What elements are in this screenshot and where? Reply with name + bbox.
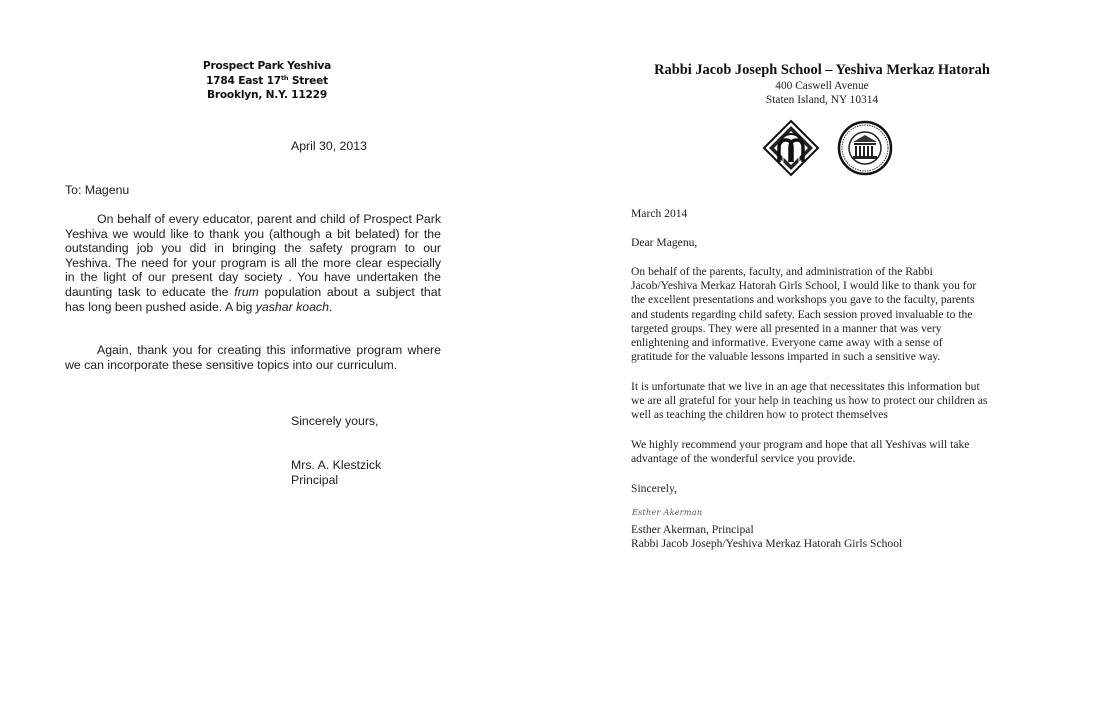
paragraph-line: Again, thank you for creating this informative program where [97, 343, 441, 357]
closing: Sincerely, [631, 482, 677, 495]
paragraph-line: we can incorporate these sensitive topics into our curriculum. [65, 357, 398, 372]
paragraph-line: On behalf of every educator, parent and child of Prospect Park [97, 212, 441, 226]
signer-block [291, 458, 381, 487]
school-address-city: Staten Island, NY 10314 [765, 94, 879, 106]
body-paragraph [65, 212, 441, 314]
body-paragraph [631, 265, 1021, 364]
paragraph-line: advantage of the wonderful service you provide. [631, 452, 856, 466]
paragraph-line: Yeshiva. The need for your program is all the more clear especially [65, 255, 441, 270]
paragraph-line: we are all grateful for your help in teaching us how to protect our children as [631, 394, 988, 408]
signer-name: Mrs. A. Klestzick [291, 458, 382, 472]
paragraph-line: has long been pushed aside. A big yashar koach. [65, 299, 333, 314]
paragraph-line: Yeshiva we would like to thank you (although a bit belated) for the [65, 226, 441, 241]
school-name: Rabbi Jacob Joseph School – Yeshiva Merkaz Hatorah [654, 62, 990, 78]
handwritten-signature: Esther Akerman [632, 508, 703, 517]
school-address-city: Brooklyn, N.Y. 11229 [206, 89, 328, 101]
paragraph-line: the excellent presentations and workshops you gave to the faculty, parents [631, 293, 975, 307]
school-name: Prospect Park Yeshiva [202, 60, 332, 72]
paragraph-line: in the light of our present day society . You have undertaken the [65, 270, 441, 285]
body-paragraph [631, 380, 1021, 423]
recipient: To: Magenu [65, 183, 130, 197]
paragraph-line: targeted groups. They were all presented in a manner that was very [631, 321, 942, 335]
paragraph-line: outstanding job you did in bringing the safety program to our [65, 241, 441, 256]
paragraph-line: We highly recommend your program and hope that all Yeshivas will take [631, 438, 970, 451]
letter-date: April 30, 2013 [291, 139, 367, 153]
signer-title: Principal [291, 472, 339, 487]
salutation: Dear Magenu, [631, 236, 698, 249]
signer-block [631, 523, 1021, 551]
paragraph-line: enlightening and informative. Everyone came away with a sense of [631, 336, 943, 350]
letterhead [650, 62, 994, 107]
circular-seal-icon [837, 120, 893, 176]
letter-date: March 2014 [631, 207, 688, 220]
body-paragraph [65, 343, 441, 372]
signer-name-title: Esther Akerman, Principal [631, 523, 754, 536]
paragraph-line: and students regarding child safety. Each session proved invaluable to the [631, 307, 973, 321]
body-paragraph [631, 438, 1021, 466]
paragraph-line: On behalf of the parents, faculty, and administration of the Rabbi [631, 265, 933, 278]
paragraph-line: gratitude for the valuable lessons imparted in such a sensitive way. [631, 350, 941, 364]
signer-school: Rabbi Jacob Joseph/Yeshiva Merkaz Hatorah Girls School [631, 537, 903, 551]
school-address-street: 400 Caswell Avenue [775, 80, 869, 92]
paragraph-line: It is unfortunate that we live in an age that necessitates this information but [631, 380, 980, 393]
rabbi-jacob-joseph-letter [560, 0, 1100, 702]
paragraph-line: daunting task to educate the frum population about a subject that [65, 284, 441, 299]
school-logos [761, 118, 901, 178]
closing: Sincerely yours, [291, 414, 379, 428]
paragraph-line: well as teaching the children how to protect themselves [631, 408, 888, 422]
letterhead [150, 59, 384, 103]
prospect-park-letter [0, 0, 520, 702]
paragraph-line: Jacob/Yeshiva Merkaz Hatorah Girls School, I would like to thank you for [631, 279, 977, 293]
diamond-emblem-icon [761, 118, 821, 178]
school-address-street: 1784 East 17th Street [206, 73, 328, 87]
